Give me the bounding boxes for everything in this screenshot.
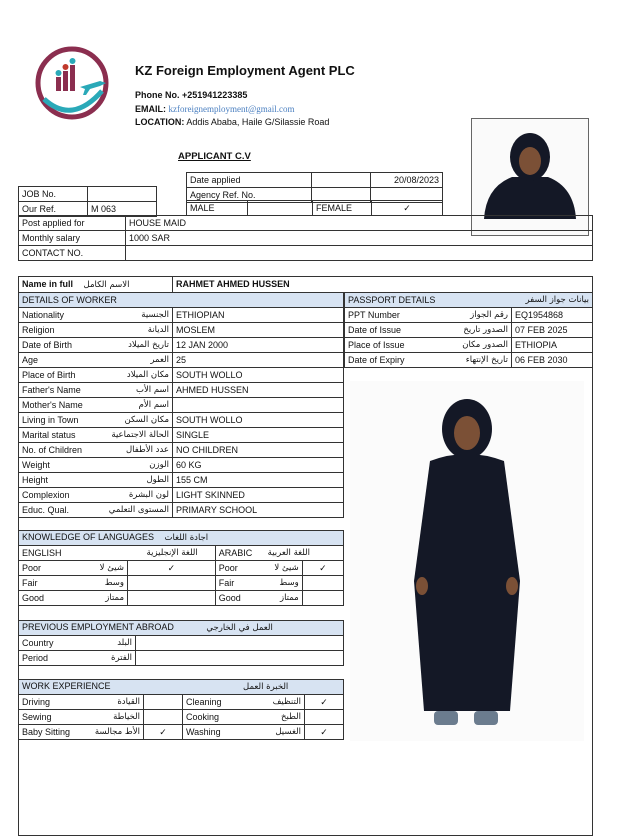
location-line [135,117,329,127]
name-table [18,276,593,293]
english-label: ENGLISH [22,547,62,558]
arabic-ar: اللغة العربية [267,547,310,558]
previous-label: Country [22,637,54,648]
skill-label-ar: التنظيف [272,696,301,707]
detail-label-cell [19,308,173,323]
lang-level-cell [215,561,302,576]
passport-table [344,292,593,368]
lang-level-label: Good [218,592,241,603]
page-title: APPLICANT C.V [178,151,251,162]
detail-label-cell [19,398,173,413]
detail-label: Place of Birth [22,369,76,380]
table-row [19,398,344,413]
lang-level-label: Fair [218,577,235,588]
table-row [19,503,344,518]
female-check[interactable]: ✓ [372,201,443,216]
company-name: KZ Foreign Employment Agent PLC [135,63,355,78]
salary-label: Monthly salary [19,231,126,246]
previous-table [18,620,344,666]
table-row [19,695,344,710]
details-table [18,292,344,518]
lang-level-cell [215,576,302,591]
table-row [19,323,344,338]
experience-header: WORK EXPERIENCE [22,681,111,691]
passport-label-ar: الصدور تاريخ [463,324,508,335]
skill-label-ar: الغسيل [275,726,301,737]
job-no-value [88,187,157,202]
skill-label: Cleaning [186,696,222,707]
passport-label-cell [345,308,512,323]
skill-label-ar: الطبخ [281,711,301,722]
lang-level-label: Good [22,592,45,603]
table-row [19,368,344,383]
detail-label-ar: اسم الأب [135,384,169,395]
skill-check[interactable] [305,710,344,725]
table-row [19,443,344,458]
detail-label: Complexion [22,489,70,500]
lang-level-cell [215,591,302,606]
detail-label-cell [19,338,173,353]
previous-header-ar: العمل في الخارجي [206,623,273,633]
detail-label-cell [19,368,173,383]
location-label: LOCATION: [135,117,185,127]
detail-value: 12 JAN 2000 [173,338,344,353]
passport-value: EQ1954868 [512,308,593,323]
previous-label-ar: الفترة [111,652,132,663]
table-row [19,725,344,740]
post-table [18,215,593,261]
detail-value: SINGLE [173,428,344,443]
detail-label: Weight [22,459,50,470]
skill-check[interactable]: ✓ [305,695,344,710]
lang-level-ar: وسط [279,577,299,588]
ar-level-check[interactable] [302,591,343,606]
salary-value: 1000 SAR [126,231,593,246]
name-label-cell [19,277,173,293]
detail-label-cell [19,413,173,428]
skill-label-cell [19,695,144,710]
detail-label-ar: تاريخ الميلاد [128,339,169,350]
arabic-label: ARABIC [218,547,253,558]
skill-label: Sewing [22,711,52,722]
detail-value: SOUTH WOLLO [173,413,344,428]
lang-level-ar: شيئ لا [274,562,299,573]
contact-label: CONTACT NO. [19,246,126,261]
table-row [19,591,344,606]
phone-label: Phone No. [135,90,180,100]
detail-label-cell [19,443,173,458]
skill-check[interactable]: ✓ [305,725,344,740]
lang-level-label: Fair [22,577,38,588]
male-label: MALE [187,201,248,216]
skill-check[interactable] [144,695,183,710]
name-label-ar: الاسم الكامل [83,279,130,290]
detail-label: Nationality [22,309,65,320]
lang-level-cell [19,576,128,591]
passport-value: 06 FEB 2030 [512,353,593,368]
detail-label: Religion [22,324,55,335]
arabic-header [215,546,343,561]
lang-level-ar: ممتاز [279,592,299,603]
skill-label-cell [183,695,305,710]
english-ar: اللغة الإنجليزية [146,547,198,558]
male-check[interactable] [248,201,313,216]
english-header [19,546,216,561]
job-no-label: JOB No. [19,187,88,202]
date-applied-blank [312,173,371,188]
detail-label-ar: العمر [150,354,169,365]
previous-label: Period [22,652,49,663]
previous-value [136,636,344,651]
skill-label-cell [183,710,305,725]
detail-label: Age [22,354,39,365]
detail-value: LIGHT SKINNED [173,488,344,503]
table-row [345,308,593,323]
previous-label-ar: البلد [117,637,132,648]
date-applied-value: 20/08/2023 [371,173,443,188]
en-level-check[interactable] [128,576,216,591]
name-label: Name in full [22,278,74,289]
passport-label-ar: رقم الجواز [470,309,508,320]
name-value: RAHMET AHMED HUSSEN [173,277,593,293]
skill-label-cell [19,710,144,725]
email-label: EMAIL: [135,104,166,114]
detail-label: Mother's Name [22,399,83,410]
previous-value [136,651,344,666]
table-row [345,323,593,338]
table-row [19,710,344,725]
table-row [19,458,344,473]
detail-label-cell [19,323,173,338]
table-row [19,651,344,666]
passport-label: Date of Expiry [348,354,405,365]
passport-header-cell [345,293,593,308]
languages-header-ar: اجادة اللغات [164,533,209,543]
agency-ref-label: Agency Ref. No. [187,188,312,203]
lang-level-label: Poor [218,562,238,573]
table-row [19,413,344,428]
skill-label: Baby Sitting [22,726,71,737]
table-row [19,488,344,503]
passport-header: PASSPORT DETAILS [348,294,436,305]
previous-label-cell [19,636,136,651]
detail-label: Marital status [22,429,76,440]
ar-level-check[interactable] [302,576,343,591]
ar-level-check[interactable]: ✓ [302,561,343,576]
lang-level-cell [19,561,128,576]
lang-level-ar: وسط [104,577,124,588]
detail-value: ETHIOPIAN [173,308,344,323]
detail-label-ar: الطول [146,474,169,485]
detail-label-cell [19,383,173,398]
contact-value [126,246,593,261]
previous-header-cell [19,621,344,636]
detail-label: Date of Birth [22,339,73,350]
passport-label-cell [345,338,512,353]
detail-label-ar: الوزن [149,459,169,470]
detail-value: NO CHILDREN [173,443,344,458]
detail-value: 60 KG [173,458,344,473]
lang-level-ar: ممتاز [105,592,124,603]
passport-label: Date of Issue [348,324,402,335]
passport-label-ar: الصدور مكان [462,339,508,350]
languages-header-cell [19,531,344,546]
detail-label-ar: الجنسية [141,309,169,320]
skill-label: Cooking [186,711,220,722]
detail-value: PRIMARY SCHOOL [173,503,344,518]
details-header: DETAILS OF WORKER [19,293,344,308]
skill-label-cell [183,725,305,740]
passport-label: Place of Issue [348,339,405,350]
detail-value: AHMED HUSSEN [173,383,344,398]
female-label: FEMALE [313,201,372,216]
previous-header: PREVIOUS EMPLOYMENT ABROAD [22,622,174,632]
table-row [19,428,344,443]
passport-label-cell [345,323,512,338]
passport-value: ETHIOPIA [512,338,593,353]
detail-label-ar: عدد الأطفال [125,444,169,455]
passport-header-ar: بيانات جواز السفر [525,294,589,305]
detail-label: Educ. Qual. [22,504,70,515]
job-ref-table [18,186,157,217]
phone-value: +251941223385 [182,90,248,100]
table-row [345,338,593,353]
skill-label-ar: القيادة [117,696,140,707]
detail-value: MOSLEM [173,323,344,338]
table-row [19,338,344,353]
detail-label: No. of Children [22,444,83,455]
email-link[interactable]: kzforeignemployment@gmail.com [168,104,295,114]
location-value: Addis Ababa, Haile G/Silassie Road [186,117,330,127]
detail-label-cell [19,503,173,518]
detail-label-ar: الحالة الاجتماعية [111,429,169,440]
skill-label-ar: الأط مجالسة [94,726,140,737]
detail-label-cell [19,488,173,503]
table-row [19,576,344,591]
date-applied-label: Date applied [187,173,312,188]
table-row [19,561,344,576]
detail-label-ar: المستوى التعلمي [108,504,169,515]
detail-label-ar: مكان الميلاد [126,369,169,380]
detail-label-cell [19,428,173,443]
table-row [19,353,344,368]
lang-level-label: Poor [22,562,42,573]
lang-level-cell [19,591,128,606]
languages-table [18,530,344,606]
skill-label: Driving [22,696,51,707]
passport-label-ar: تاريخ الإنتهاء [465,354,508,365]
passport-value: 07 FEB 2025 [512,323,593,338]
passport-label-cell [345,353,512,368]
detail-label-ar: مكان السكن [124,414,169,425]
table-row [19,473,344,488]
detail-label-ar: الديانة [147,324,169,335]
detail-label-ar: لون البشرة [128,489,169,500]
experience-header-ar: الخبرة العمل [243,682,289,692]
full-body-image [350,381,584,741]
table-row [19,383,344,398]
detail-label-cell [19,473,173,488]
phone-line [135,90,247,100]
skill-check[interactable] [144,710,183,725]
detail-value: SOUTH WOLLO [173,368,344,383]
date-table [186,172,443,203]
our-ref-label: Our Ref. [19,202,88,217]
previous-label-cell [19,651,136,666]
detail-label: Height [22,474,49,485]
post-label: Post applied for [19,216,126,231]
detail-value [173,398,344,413]
skill-check[interactable]: ✓ [144,725,183,740]
experience-table [18,679,344,740]
email-line [135,104,295,114]
our-ref-value: M 063 [88,202,157,217]
detail-value: 25 [173,353,344,368]
globe-people-plane-logo [30,43,114,127]
table-row [345,353,593,368]
passport-label: PPT Number [348,309,400,320]
detail-label-cell [19,458,173,473]
en-level-check[interactable]: ✓ [128,561,216,576]
detail-value: 155 CM [173,473,344,488]
languages-header: KNOWLEDGE OF LANGUAGES [22,532,155,542]
table-row [19,308,344,323]
experience-header-cell [19,680,344,695]
detail-label-cell [19,353,173,368]
skill-label-ar: الخياطة [113,711,140,722]
detail-label: Father's Name [22,384,81,395]
post-value: HOUSE MAID [126,216,593,231]
detail-label: Living in Town [22,414,79,425]
skill-label-cell [19,725,144,740]
full-body-photo [350,381,584,741]
table-row [19,636,344,651]
lang-level-ar: شيئ لا [99,562,124,573]
detail-label-ar: اسم الأم [138,399,169,410]
skill-label: Washing [186,726,221,737]
gender-table [186,200,443,216]
en-level-check[interactable] [128,591,216,606]
